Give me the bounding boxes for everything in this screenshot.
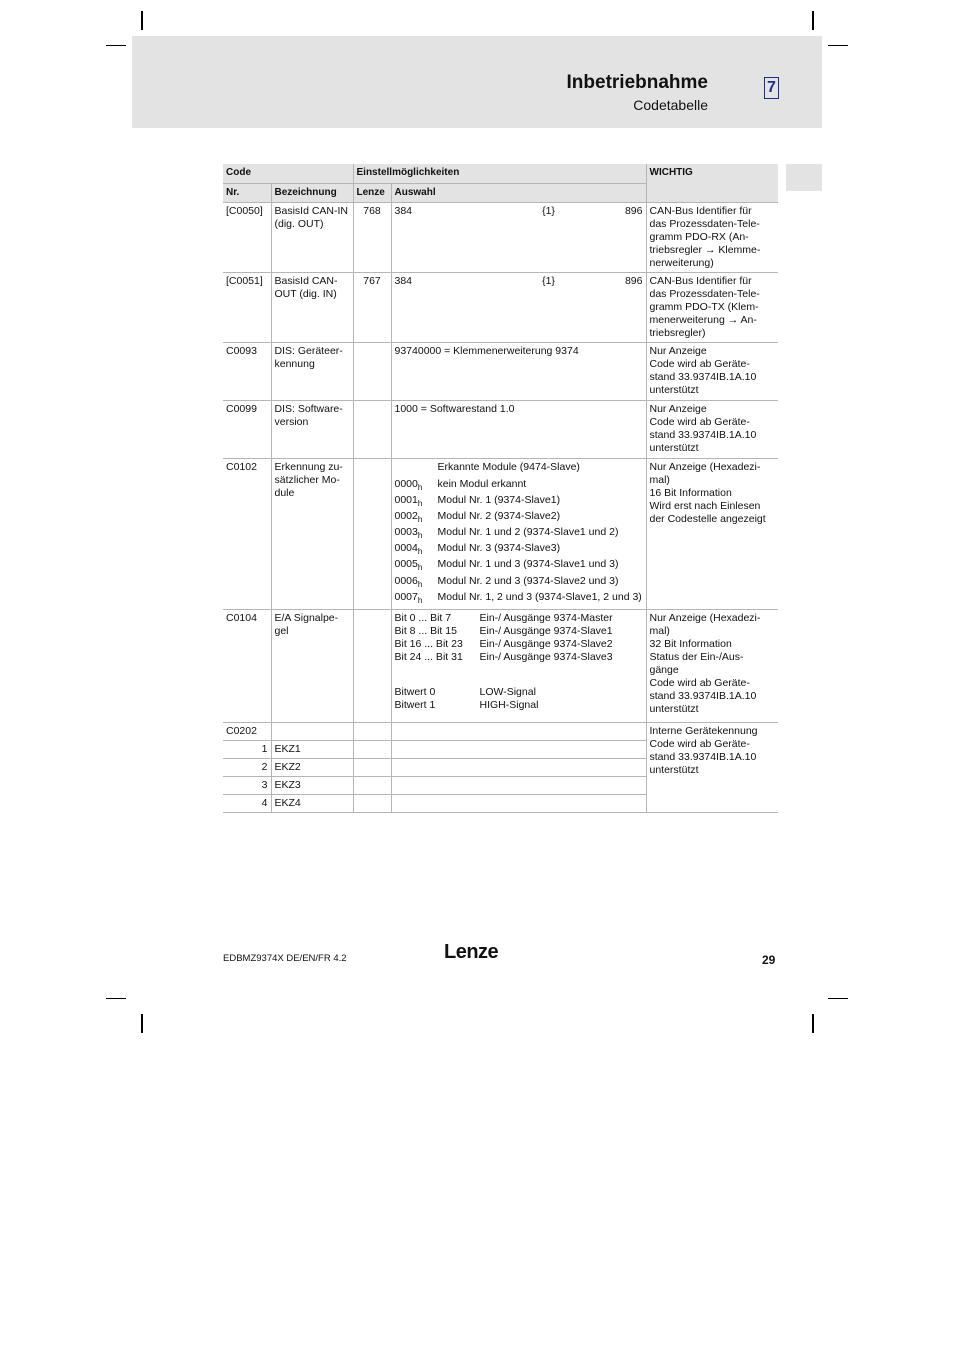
header-auswahl: Auswahl: [391, 184, 646, 203]
subcode-nr: 1: [223, 740, 271, 758]
info-line: unterstützt: [649, 442, 699, 454]
selection-cell: [391, 776, 646, 794]
info-line: stand 33.9374IB.1A.10: [649, 689, 757, 702]
crop-mark: [106, 998, 126, 999]
crop-mark: [141, 11, 143, 30]
chapter-subtitle: Codetabelle: [633, 97, 708, 113]
info-line: 32 Bit Information: [649, 637, 732, 650]
table-row: [223, 343, 778, 401]
info-line: gänge: [649, 663, 679, 676]
info-line: mal): [649, 624, 670, 637]
selection-cell: [391, 459, 646, 610]
list-item: Bit 24 ... Bit 31 Ein-/ Ausgänge 9374-Slave3: [394, 650, 613, 663]
lenze-cell: [353, 459, 391, 610]
info-cell: [646, 203, 778, 273]
info-line: Code wird ab Geräte-: [649, 676, 750, 689]
code-cell: C0102: [223, 459, 271, 610]
list-item: $0000_h$ kein Modul erkannt: [394, 478, 527, 493]
info-line: gramm PDO-TX (Klem-: [649, 301, 759, 313]
lenze-cell: [353, 722, 391, 740]
info-line: mal): [649, 474, 670, 486]
info-line: Code wird ab Geräte-: [649, 416, 750, 428]
list-item: Bit 0 ... Bit 7 Ein-/ Ausgänge 9374-Master: [394, 611, 613, 624]
list-item: $0006_h$ Modul Nr. 2 und 3 (9374-Slave2 und 3): [394, 574, 619, 589]
header-band: [132, 36, 822, 128]
info-line: das Prozessdaten-Tele-: [649, 218, 760, 230]
crop-mark: [812, 1014, 814, 1033]
info-line: der Codestelle angezeigt: [649, 513, 766, 525]
info-line: triebsregler → Klemme-: [649, 244, 761, 256]
code-table: [223, 164, 778, 813]
list-item: $0003_h$ Modul Nr. 1 und 2 (9374-Slave1 und 2): [394, 526, 619, 541]
name-cell: BasisId CAN-OUT (dig. IN): [271, 273, 353, 343]
name-cell: [271, 722, 353, 740]
selection-cell: 1000 = Softwarestand 1.0: [391, 401, 646, 459]
header-nr: Nr.: [223, 184, 271, 203]
name-cell: BasisId CAN-IN (dig. OUT): [271, 203, 353, 273]
info-line: Interne Gerätekennung: [649, 724, 758, 737]
info-cell: [646, 609, 778, 722]
selection-cell: [391, 794, 646, 812]
code-cell: C0104: [223, 609, 271, 722]
list-item: $0001_h$ Modul Nr. 1 (9374-Slave1): [394, 494, 561, 509]
lenze-cell: [353, 776, 391, 794]
info-line: stand 33.9374IB.1A.10: [649, 371, 757, 383]
info-line: Nur Anzeige (Hexadezi-: [649, 611, 761, 624]
info-cell: [646, 343, 778, 401]
range-step: {1}: [542, 205, 555, 217]
range-min: 384: [394, 275, 413, 287]
lenze-cell: [353, 343, 391, 401]
selection-cell: [391, 203, 646, 273]
header-code: Code: [223, 164, 353, 184]
lenze-cell: [353, 758, 391, 776]
info-line: unterstützt: [649, 384, 699, 396]
page-number: 29: [762, 953, 776, 967]
list-item: $0005_h$ Modul Nr. 1 und 3 (9374-Slave1 und 3): [394, 558, 619, 573]
range-max: 896: [624, 275, 643, 287]
info-line: gramm PDO-RX (An-: [649, 231, 749, 243]
name-cell: EKZ1: [271, 740, 353, 758]
header-lenze: Lenze: [353, 184, 391, 203]
list-item: Bit 8 ... Bit 15 Ein-/ Ausgänge 9374-Slave1: [394, 624, 613, 637]
lenze-cell: 767: [353, 273, 391, 343]
header-wichtig: WICHTIG: [646, 164, 778, 203]
list-item: $0002_h$ Modul Nr. 2 (9374-Slave2): [394, 510, 561, 525]
crop-mark: [828, 998, 848, 999]
code-cell: C0202: [223, 722, 271, 740]
info-cell: [646, 273, 778, 343]
side-tab-marker: [786, 164, 822, 191]
name-cell: DIS: Geräteer-kennung: [271, 343, 353, 401]
selection-cell: [391, 609, 646, 722]
range-max: 896: [624, 205, 643, 217]
lenze-cell: [353, 794, 391, 812]
info-line: menerweiterung → An-: [649, 314, 757, 326]
selection-cell: [391, 273, 646, 343]
info-line: CAN-Bus Identifier für: [649, 205, 752, 217]
crop-mark: [141, 1014, 143, 1033]
crop-mark: [812, 11, 814, 30]
crop-mark: [106, 45, 126, 46]
chapter-title: Inbetriebnahme: [566, 72, 708, 93]
list-item: $0004_h$ Modul Nr. 3 (9374-Slave3): [394, 542, 561, 557]
info-line: Nur Anzeige (Hexadezi-: [649, 461, 761, 473]
selection-cell: [391, 740, 646, 758]
name-cell: DIS: Software-version: [271, 401, 353, 459]
code-cell: [C0050]: [223, 203, 271, 273]
name-cell: EKZ4: [271, 794, 353, 812]
lenze-logo: Lenze: [444, 941, 499, 963]
selection-cell: 93740000 = Klemmenerweiterung 9374: [391, 343, 646, 401]
info-line: CAN-Bus Identifier für: [649, 275, 752, 287]
lenze-cell: [353, 609, 391, 722]
info-line: Code wird ab Geräte-: [649, 737, 750, 750]
list-item: Bitwert 1 HIGH-Signal: [394, 698, 539, 711]
code-cell: C0093: [223, 343, 271, 401]
info-cell: [646, 401, 778, 459]
range-step: {1}: [542, 275, 555, 287]
table-row: [223, 401, 778, 459]
selection-cell: [391, 758, 646, 776]
table-row: [223, 609, 778, 722]
info-line: Code wird ab Geräte-: [649, 358, 750, 370]
code-cell: C0099: [223, 401, 271, 459]
info-line: das Prozessdaten-Tele-: [649, 288, 760, 300]
info-cell: [646, 459, 778, 610]
info-line: Nur Anzeige: [649, 345, 707, 357]
subcode-nr: 4: [223, 794, 271, 812]
info-line: unterstützt: [649, 763, 699, 776]
selection-cell: [391, 722, 646, 740]
list-item: Bitwert 0 LOW-Signal: [394, 685, 536, 698]
module-list-title: Erkannte Module (9474-Slave): [437, 461, 580, 473]
info-line: 16 Bit Information: [649, 487, 732, 499]
table-row: [223, 722, 778, 740]
header-einstellmoeglichkeiten: Einstellmöglichkeiten: [353, 164, 646, 184]
table-row: [223, 203, 778, 273]
crop-mark: [828, 45, 848, 46]
header-bezeichnung: Bezeichnung: [271, 184, 353, 203]
lenze-cell: [353, 740, 391, 758]
document-id: EDBMZ9374X DE/EN/FR 4.2: [223, 953, 347, 964]
info-line: stand 33.9374IB.1A.10: [649, 750, 757, 763]
name-cell: Erkennung zu-sätzlicher Mo-dule: [271, 459, 353, 610]
list-item: Bit 16 ... Bit 23 Ein-/ Ausgänge 9374-Slave2: [394, 637, 613, 650]
list-item: $0007_h$ Modul Nr. 1, 2 und 3 (9374-Slave1, 2 und 3): [394, 590, 642, 605]
lenze-cell: 768: [353, 203, 391, 273]
subcode-nr: 2: [223, 758, 271, 776]
table-row: [223, 459, 778, 610]
info-line: Wird erst nach Einlesen: [649, 500, 761, 512]
code-cell: [C0051]: [223, 273, 271, 343]
info-line: Status der Ein-/Aus-: [649, 650, 744, 663]
info-line: Nur Anzeige: [649, 403, 707, 415]
name-cell: EKZ2: [271, 758, 353, 776]
chapter-number-badge: 7: [764, 77, 779, 99]
lenze-cell: [353, 401, 391, 459]
info-line: stand 33.9374IB.1A.10: [649, 429, 757, 441]
subcode-nr: 3: [223, 776, 271, 794]
info-cell: [646, 722, 778, 812]
info-line: unterstützt: [649, 702, 699, 715]
name-cell: E/A Signalpe-gel: [271, 609, 353, 722]
info-line: nerweiterung): [649, 257, 714, 269]
name-cell: EKZ3: [271, 776, 353, 794]
range-min: 384: [394, 205, 413, 217]
table-row: [223, 273, 778, 343]
info-line: triebsregler): [649, 327, 706, 339]
